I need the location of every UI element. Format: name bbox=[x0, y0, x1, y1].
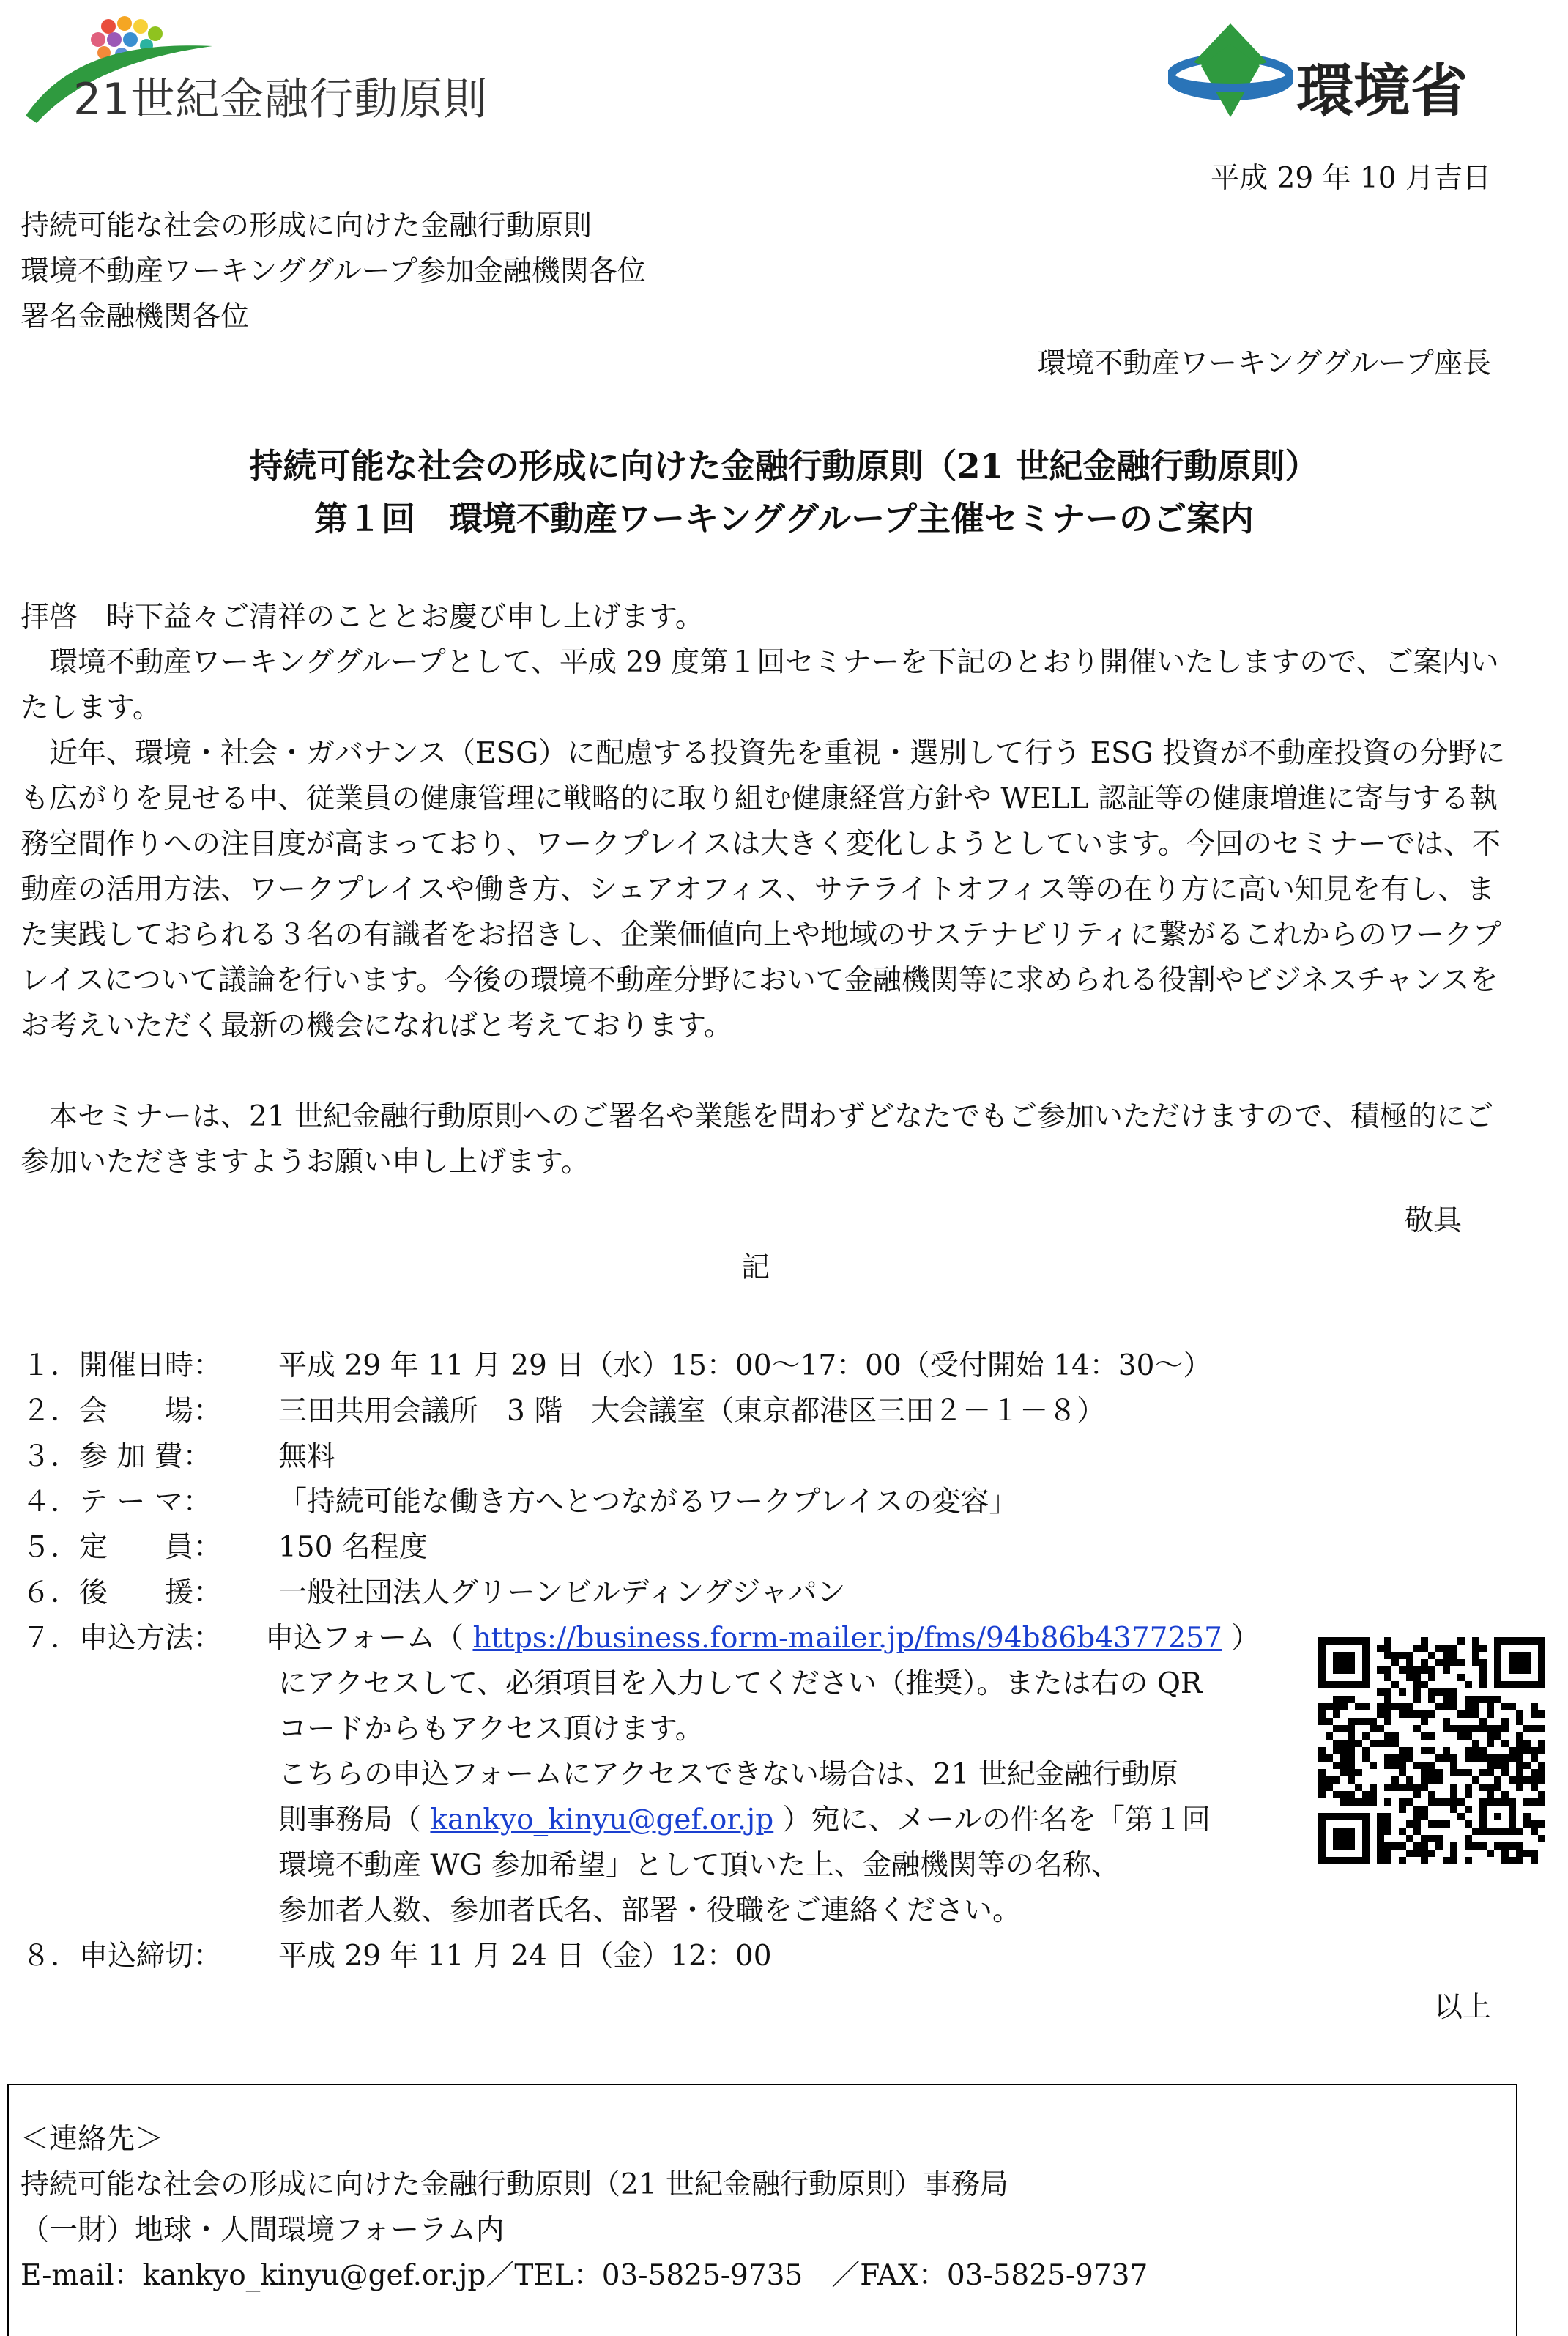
closing-keigu: 敬具 bbox=[1404, 1204, 1462, 1237]
application-email-link[interactable]: kankyo_kinyu@gef.or.jp bbox=[430, 1803, 774, 1836]
application-line-2: にアクセスして、必須項目を入力してください（推奨）。または右の QR bbox=[278, 1667, 1203, 1700]
application-line-5 bbox=[278, 1798, 1211, 1843]
detail-label: ４．テ ー マ： bbox=[22, 1486, 212, 1519]
detail-value: 一般社団法人グリーンビルディングジャパン bbox=[278, 1576, 846, 1609]
application-line-4: こちらの申込フォームにアクセスできない場合は、21 世紀金融行動原 bbox=[278, 1758, 1178, 1791]
contact-line-1: 持続可能な社会の形成に向けた金融行動原則（21 世紀金融行動原則）事務局 bbox=[21, 2168, 1009, 2201]
detail-value: 三田共用会議所 3 階 大会議室（東京都港区三田２－１－８） bbox=[278, 1395, 1106, 1428]
detail-label: ５．定 員： bbox=[22, 1531, 223, 1564]
qr-code-graphic bbox=[1318, 1637, 1545, 1864]
contact-line-3: E-mail：kankyo_kinyu@gef.or.jp／TEL：03-5825-9735 ／FAX：03-5825-9737 bbox=[21, 2259, 1148, 2292]
detail-value: 平成 29 年 11 月 29 日（水）15：00〜17：00（受付開始 14：30〜） bbox=[278, 1349, 1212, 1382]
application-l5-pre: 則事務局（ bbox=[278, 1803, 422, 1836]
document-date: 平成 29 年 10 月吉日 bbox=[1211, 162, 1491, 195]
application-line-7: 参加者人数、参加者氏名、部署・役職をご連絡ください。 bbox=[278, 1894, 1022, 1927]
contact-line-2: （一財）地球・人間環境フォーラム内 bbox=[21, 2214, 505, 2247]
logo-21-century-finance bbox=[22, 13, 491, 123]
detail-label: ２．会 場： bbox=[22, 1395, 223, 1428]
end-mark: 以上 bbox=[1433, 1991, 1491, 2024]
logo-right-text: 環境省 bbox=[1296, 59, 1468, 125]
contact-heading: ＜連絡先＞ bbox=[21, 2123, 164, 2156]
qr-code-icon[interactable] bbox=[1318, 1637, 1545, 1864]
application-line-1 bbox=[265, 1616, 1260, 1661]
paragraph-2: 近年、環境・社会・ガバナンス（ESG）に配慮する投資先を重視・選別して行う ESG 投資が不動産投資の分野にも広がりを見せる中、従業員の健康管理に戦略的に取り組む健康経営方針や WELL 認証等の健康増進に寄与する執務空間作りへの注目度が高まっており、ワークプレイスは大きく変化しようとしています。今回のセミナーでは、不動産の活用方法、ワークプレイスや働き方、シェアオフィス、サテライトオフィス等の在り方に高い知見を有し、また実践しておられる３名の有識者をお招きし、企業価値向上や地域のサステナビリティに繋がるこれからのワークプレイスについて議論を行います。今後の環境不動産分野において金融機関等に求められる役割やビジネスチャンスをお考えいただく最新の機会になればと考えております。 bbox=[21, 737, 1506, 1042]
ki-marker: 記 bbox=[741, 1251, 770, 1284]
detail-label: ７．申込方法： bbox=[22, 1622, 223, 1655]
paragraph-1: 環境不動産ワーキンググループとして、平成 29 度第１回セミナーを下記のとおり開催いたしますので、ご案内いたします。 bbox=[21, 646, 1499, 724]
detail-label: ３．参 加 費： bbox=[22, 1440, 212, 1473]
recipient-line-2: 環境不動産ワーキンググループ参加金融機関各位 bbox=[21, 255, 646, 288]
detail-value: 「持続可能な働き方へとつながるワークプレイスの変容」 bbox=[278, 1486, 1018, 1519]
recipient-line-1: 持続可能な社会の形成に向けた金融行動原則 bbox=[21, 210, 592, 242]
detail-value: 150 名程度 bbox=[278, 1531, 428, 1564]
paragraph-3: 本セミナーは、21 世紀金融行動原則へのご署名や業態を問わずどなたでもご参加いただけますので、積極的にご参加いただきますようお願い申し上げます。 bbox=[21, 1100, 1494, 1179]
detail-label: ８．申込締切： bbox=[22, 1940, 223, 1973]
application-form-link[interactable]: https://business.form-mailer.jp/fms/94b86b4377257 bbox=[472, 1622, 1222, 1655]
detail-label: ６．後 援： bbox=[22, 1576, 223, 1609]
page-title-line-2: 第１回 環境不動産ワーキンググループ主催セミナーのご案内 bbox=[314, 499, 1254, 538]
application-l5-post: ）宛に、メールの件名を「第１回 bbox=[782, 1803, 1211, 1836]
logo-left-text: 21世紀金融行動原則 bbox=[73, 74, 488, 125]
application-line-3: コードからもアクセス頂けます。 bbox=[278, 1713, 704, 1746]
application-line-6: 環境不動産 WG 参加希望」として頂いた上、金融機関等の名称、 bbox=[278, 1849, 1121, 1882]
sender: 環境不動産ワーキンググループ座長 bbox=[1037, 347, 1491, 380]
detail-value: 無料 bbox=[278, 1440, 336, 1473]
application-post: ） bbox=[1231, 1622, 1260, 1655]
detail-label: １．開催日時： bbox=[22, 1349, 223, 1382]
greeting: 拝啓 時下益々ご清祥のこととお慶び申し上げます。 bbox=[21, 601, 704, 634]
application-pre: 申込フォーム（ bbox=[265, 1622, 464, 1655]
recipient-line-3: 署名金融機関各位 bbox=[21, 300, 250, 333]
page-title-line-1: 持続可能な社会の形成に向けた金融行動原則（21 世紀金融行動原則） bbox=[249, 446, 1319, 486]
ministry-logo-icon bbox=[1168, 15, 1293, 125]
logo-ministry-of-environment bbox=[1168, 15, 1498, 125]
detail-value: 平成 29 年 11 月 24 日（金）12：00 bbox=[278, 1940, 772, 1973]
